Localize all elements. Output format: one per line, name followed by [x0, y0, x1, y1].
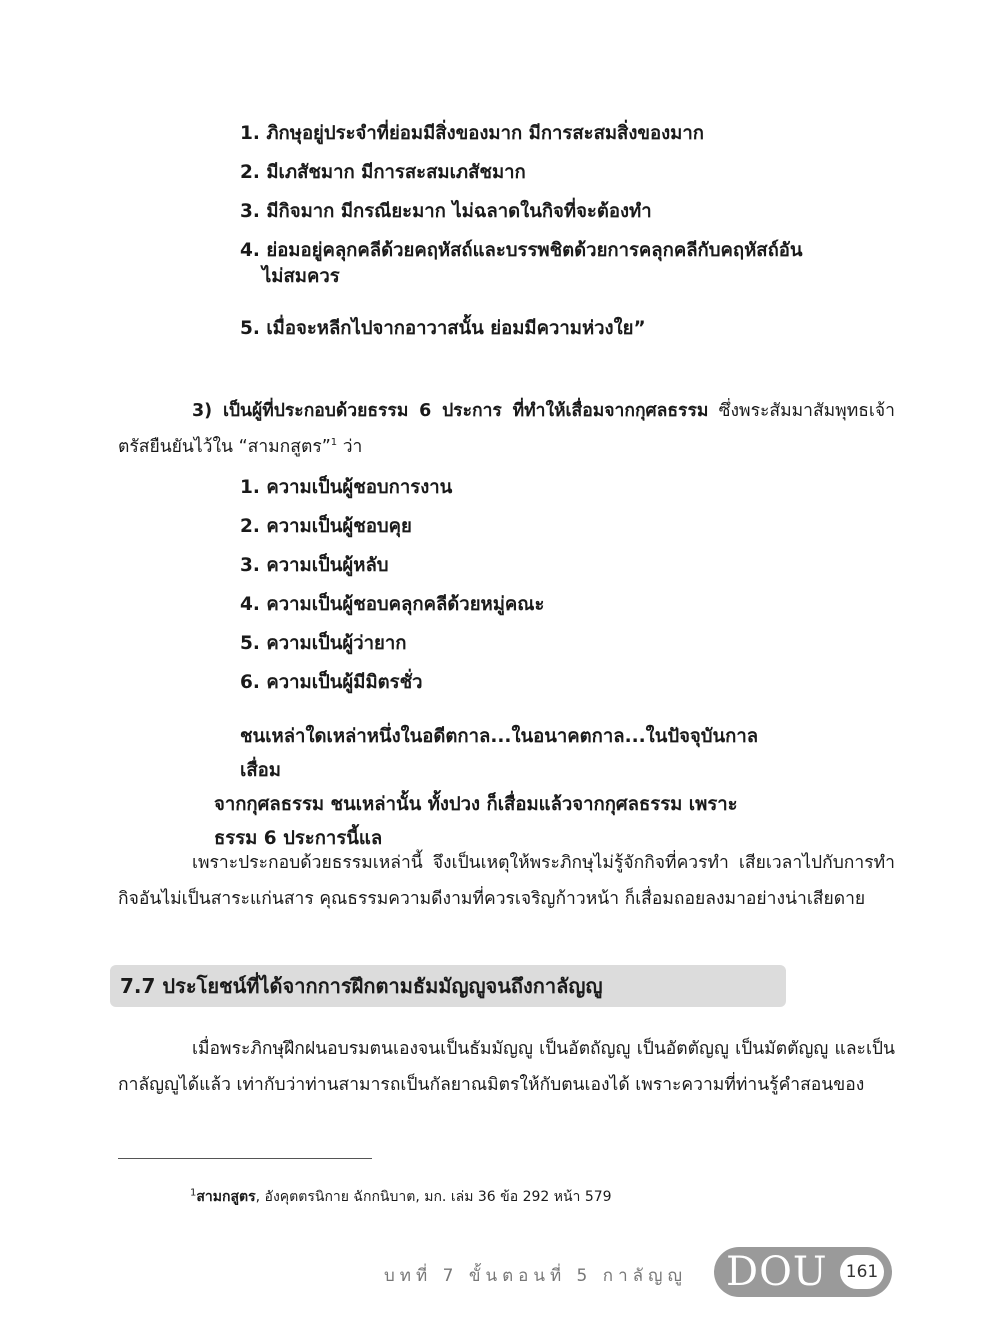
- list-number: 3.: [240, 201, 260, 222]
- list-text: มีกิจมาก มีกรณียะมาก ไม่ฉลาดในกิจที่จะต้องทำ: [266, 201, 652, 222]
- paragraph-tail: ว่า: [337, 437, 363, 457]
- list-item: [240, 514, 544, 553]
- dou-logo: DOU: [726, 1249, 828, 1295]
- page-badge: [714, 1247, 892, 1297]
- list-six-qualities: [240, 475, 544, 709]
- quote-block: [214, 720, 790, 856]
- quote-line: จากกุศลธรรม ชนเหล่านั้น ทั้งปวง ก็เสื่อมแล้วจากกุศลธรรม เพราะ: [214, 794, 738, 815]
- paragraph-bold-lead: 3) เป็นผู้ที่ประกอบด้วยธรรม 6 ประการ ที่ทำให้เสื่อมจากกุศลธรรม: [192, 401, 709, 421]
- list-number: 1.: [240, 123, 260, 144]
- list-text: ความเป็นผู้ว่ายาก: [266, 633, 407, 654]
- list-number: 2.: [240, 162, 260, 183]
- footnote-ref[interactable]: 1: [330, 437, 338, 449]
- list-number: 4.: [240, 240, 260, 261]
- list-number: 1.: [240, 477, 260, 498]
- list-text: ความเป็นผู้มีมิตรชั่ว: [266, 672, 423, 693]
- list-number: 3.: [240, 555, 260, 576]
- list-item: [240, 160, 803, 199]
- quote-line: ชนเหล่าใดเหล่าหนึ่งในอดีตกาล...ในอนาคตกาล...ในปัจจุบันกาล เสื่อม: [240, 726, 759, 781]
- list-text: ความเป็นผู้ชอบคลุกคลีด้วยหมู่คณะ: [266, 594, 545, 615]
- list-text: ภิกษุอยู่ประจำที่ย่อมมีสิ่งของมาก มีการสะสมสิ่งของมาก: [266, 123, 704, 144]
- list-number: 2.: [240, 516, 260, 537]
- paragraph-consequence: [118, 845, 895, 917]
- list-number: 5.: [240, 633, 260, 654]
- list-item: [240, 553, 544, 592]
- footnote-text: , อังคุตตรนิกาย ฉักกนิบาต, มก. เล่ม 36 ข้อ 292 หน้า 579: [255, 1189, 612, 1205]
- list-number: 5.: [240, 318, 260, 339]
- footnote-divider: [118, 1158, 372, 1159]
- section-heading: 7.7 ประโยชน์ที่ได้จากการฝึกตามธัมมัญญูจนถึงกาลัญญู: [110, 965, 786, 1007]
- paragraph-benefit: [118, 1031, 895, 1103]
- list-item: [240, 199, 803, 238]
- list-item: [240, 631, 544, 670]
- list-text: ความเป็นผู้ชอบคุย: [266, 516, 412, 537]
- list-text: เมื่อจะหลีกไปจากอาวาสนั้น ย่อมมีความห่วงใย”: [266, 318, 646, 339]
- paragraph-text: เพราะประกอบด้วยธรรมเหล่านี้ จึงเป็นเหตุให้พระภิกษุไม่รู้จักกิจที่ควรทำ เสียเวลาไปกับการทำกิจอันไม่เป็นสาระแก่นสาร คุณธรรมความดีงามที่ควรเจริญก้าวหน้า ก็เสื่อมถอยลงมาอย่างน่าเสียดาย: [118, 853, 895, 909]
- list-text: ย่อมอยู่คลุกคลีด้วยคฤหัสถ์และบรรพชิตด้วยการคลุกคลีกับคฤหัสถ์อัน: [266, 240, 803, 261]
- list-unsettled-monk: [240, 121, 803, 355]
- chapter-footer: บทที่ 7 ขั้นตอนที่ 5 กาลัญญู: [384, 1266, 687, 1286]
- list-text: มีเภสัชมาก มีการสะสมเภสัชมาก: [266, 162, 526, 183]
- list-item: [240, 121, 803, 160]
- footnote-source: สามกสูตร: [196, 1189, 256, 1205]
- page-number: 161: [840, 1255, 884, 1289]
- list-number: 4.: [240, 594, 260, 615]
- quote-line: ธรรม 6 ประการนี้แล: [214, 828, 383, 849]
- list-text: ความเป็นผู้หลับ: [266, 555, 389, 576]
- paragraph-six-qualities: [118, 393, 895, 465]
- list-item: [240, 670, 544, 709]
- footnote-number: 1: [190, 1187, 197, 1199]
- list-item: [240, 316, 803, 355]
- paragraph-text: เมื่อพระภิกษุฝึกฝนอบรมตนเองจนเป็นธัมมัญญู เป็นอัตถัญญู เป็นอัตตัญญู เป็นมัตตัญญู และเป็นกาลัญญูได้แล้ว เท่ากับว่าท่านสามารถเป็นกัลยาณมิตรให้กับตนเองได้ เพราะความที่ท่านรู้คำสอนของ: [118, 1039, 895, 1095]
- list-text: ความเป็นผู้ชอบการงาน: [266, 477, 453, 498]
- list-item: [240, 238, 803, 316]
- footnote: [190, 1186, 612, 1208]
- list-item: [240, 475, 544, 514]
- list-text-continued: ไม่สมควร: [262, 266, 340, 287]
- paragraph-text: ซึ่งพระสัมมาสัมพุทธเจ้าตรัสยืนยันไว้ใน “สามกสูตร”: [118, 401, 895, 457]
- list-number: 6.: [240, 672, 260, 693]
- list-item: [240, 592, 544, 631]
